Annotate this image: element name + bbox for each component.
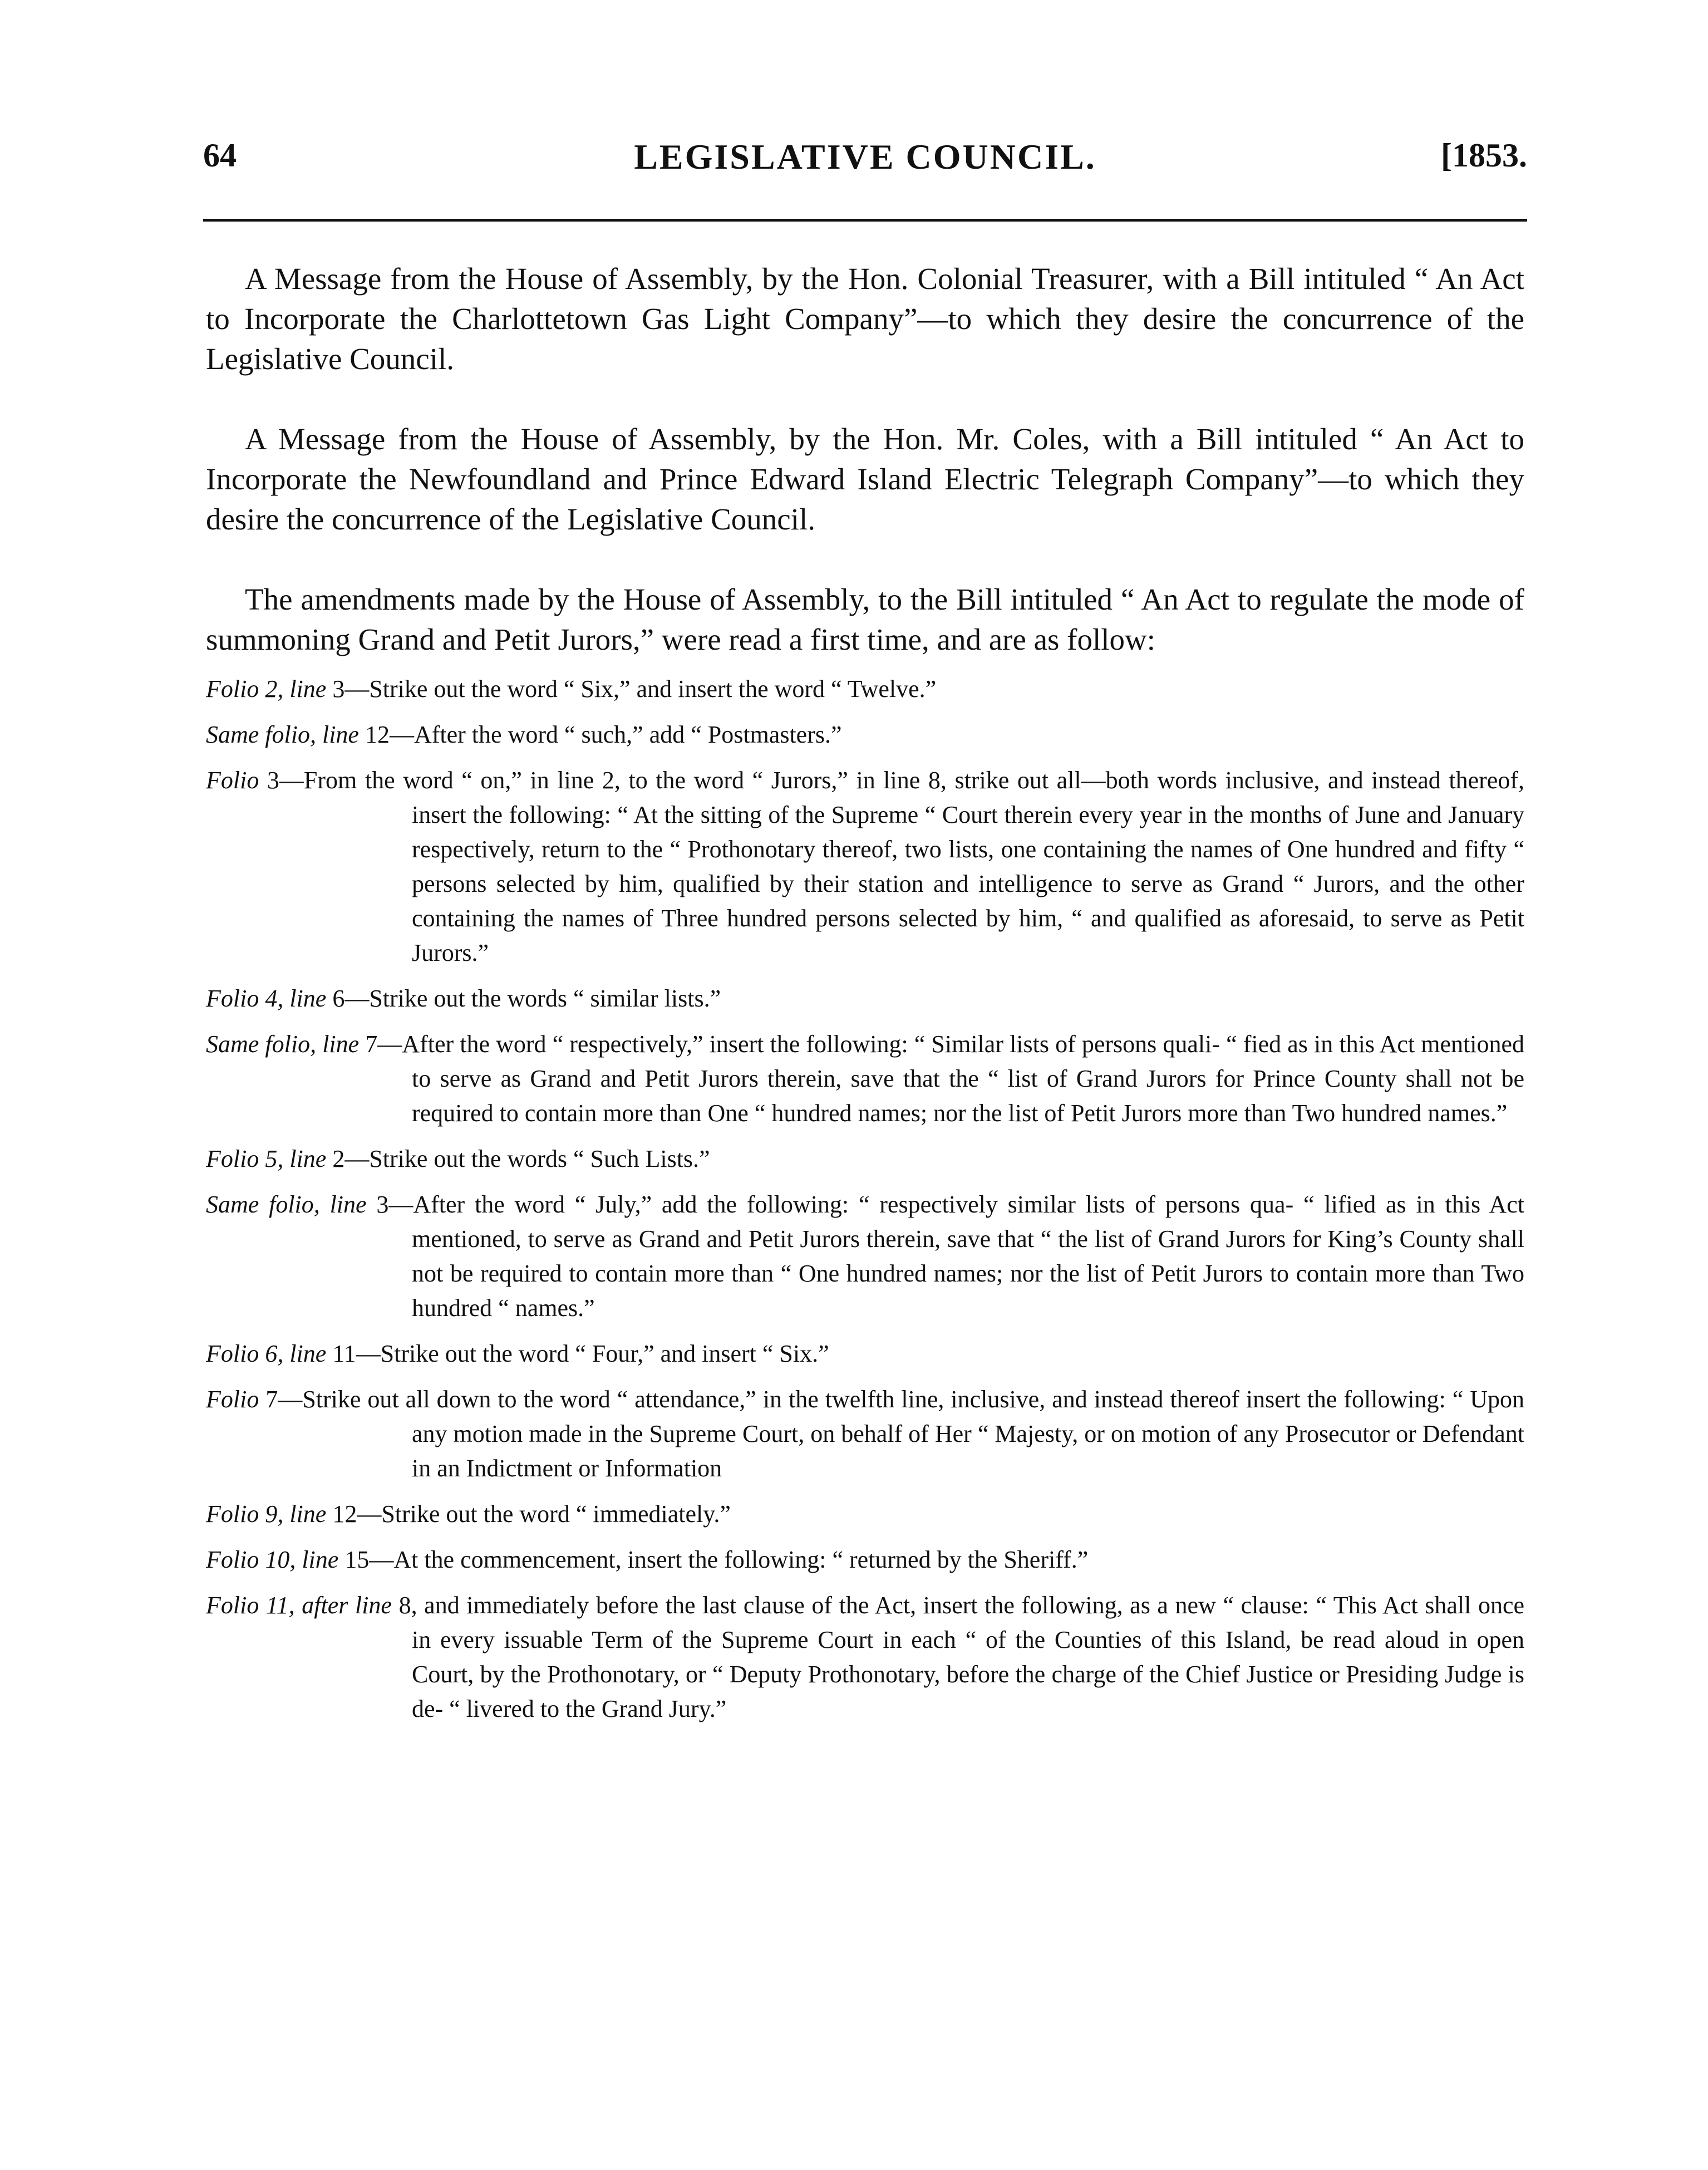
amendment-item — [206, 981, 1524, 1016]
amendment-ref: Folio — [206, 767, 259, 794]
amendment-text: 11—Strike out the word “ Four,” and insert “ Six.” — [326, 1340, 829, 1367]
amendment-text: 6—Strike out the words “ similar lists.” — [326, 985, 721, 1012]
amendment-ref: Folio 5, line — [206, 1145, 327, 1172]
amendment-text: 3—From the word “ on,” in line 2, to the word “ Jurors,” in line 8, strike out all—both words inclusive, and instead thereof, insert the following: “ At the sitting of the Supreme “ Court therein every year in the months of June and January respectively, return to the “ Prothonotary thereof, two lists, one containing the names of One hundred and fifty “ persons selected by him, qualified by their station and intelligence to serve as Grand “ Jurors, and the other containing the names of Three hundred persons selected by him, “ and qualified as aforesaid, to serve as Petit Jurors.” — [259, 767, 1524, 966]
amendment-item — [206, 1337, 1524, 1371]
amendment-ref: Folio 9, line — [206, 1500, 327, 1528]
amendment-ref: Folio 4, line — [206, 985, 327, 1012]
amendment-item — [206, 672, 1524, 706]
amendment-ref: Folio 10, line — [206, 1546, 339, 1573]
amendment-ref: Folio 2, line — [206, 675, 327, 703]
amendment-item — [206, 1187, 1524, 1325]
amendment-item — [206, 1497, 1524, 1531]
page-number: 64 — [203, 137, 237, 174]
amendment-ref: Folio — [206, 1386, 259, 1413]
amendment-item — [206, 1142, 1524, 1176]
page-header — [203, 136, 1527, 192]
amendment-text: 3—After the word “ July,” add the following: “ respectively similar lists of persons qua- “ lified as in this Act mentioned, to serve as Grand and Petit Jurors therein, save that “ the list of Grand Jurors for King’s County shall not be required to contain more than “ One hundred names; nor the list of Petit Jurors to contain more than Two hundred “ names.” — [366, 1191, 1524, 1322]
amendments-list — [206, 672, 1524, 1726]
header-rule — [203, 219, 1527, 222]
amendment-text: 2—Strike out the words “ Such Lists.” — [326, 1145, 710, 1172]
page-year: [1853. — [1441, 137, 1527, 174]
amendment-item — [206, 1382, 1524, 1486]
amendment-text: 12—Strike out the word “ immediately.” — [326, 1500, 731, 1528]
amendment-item — [206, 1027, 1524, 1131]
amendment-text: 7—Strike out all down to the word “ attendance,” in the twelfth line, inclusive, and instead thereof insert the following: “ Upon any motion made in the Supreme Court, on behalf of Her “ Majesty, or on motion of any Prosecutor or Defendant in an Indictment or Information — [259, 1386, 1524, 1482]
amendment-ref: Same folio, line — [206, 1030, 360, 1058]
amendment-item — [206, 718, 1524, 752]
amendment-text: 8, and immediately before the last clause of the Act, insert the following, as a new “ clause: “ This Act shall once in every issuable Term of the Supreme Court in each “ of the Counties of this Island, be read aloud in open Court, by the Prothonotary, or “ Deputy Prothonotary, before the charge of the Chief Justice or Presiding Judge is de- “ livered to the Grand Jury.” — [391, 1592, 1525, 1722]
message-paragraph-treasurer: A Message from the House of Assembly, by the Hon. Colonial Treasurer, with a Bill intituled “ An Act to Incorporate the Charlottetown Gas Light Company”—to which they desire the concurrence of the Legislative Council. — [206, 262, 1524, 376]
amendment-ref: Same folio, line — [206, 1191, 367, 1218]
amendment-text: 12—After the word “ such,” add “ Postmasters.” — [358, 721, 842, 748]
amendment-ref: Folio 11, after line — [206, 1592, 392, 1619]
body-text — [206, 259, 1524, 1737]
amendment-text: 15—At the commencement, insert the following: “ returned by the Sheriff.” — [338, 1546, 1089, 1573]
message-paragraph-coles: A Message from the House of Assembly, by the Hon. Mr. Coles, with a Bill intituled “ An Act to Incorporate the Newfoundland and Prince Edward Island Electric Telegraph Company”—to which they desire the concurrence of the Legislative Council. — [206, 422, 1524, 536]
amendment-item — [206, 1588, 1524, 1726]
amendment-text: 3—Strike out the word “ Six,” and insert the word “ Twelve.” — [326, 675, 937, 703]
amendment-ref: Folio 6, line — [206, 1340, 327, 1367]
amendment-text: 7—After the word “ respectively,” insert the following: “ Similar lists of persons quali- “ fied as in this Act mentioned to serve as Grand and Petit Jurors therein, save that the “ list of Grand Jurors for Prince County shall not be required to contain more than One “ hundred names; nor the list of Petit Jurors more than Two hundred names.” — [359, 1030, 1525, 1127]
amendment-ref: Same folio, line — [206, 721, 359, 748]
amendments-intro: The amendments made by the House of Assembly, to the Bill intituled “ An Act to regulate the mode of summoning Grand and Petit Jurors,” were read a first time, and are as follow: — [206, 582, 1524, 656]
amendment-item — [206, 763, 1524, 970]
amendment-item — [206, 1543, 1524, 1577]
running-title: LEGISLATIVE COUNCIL. — [634, 137, 1096, 176]
